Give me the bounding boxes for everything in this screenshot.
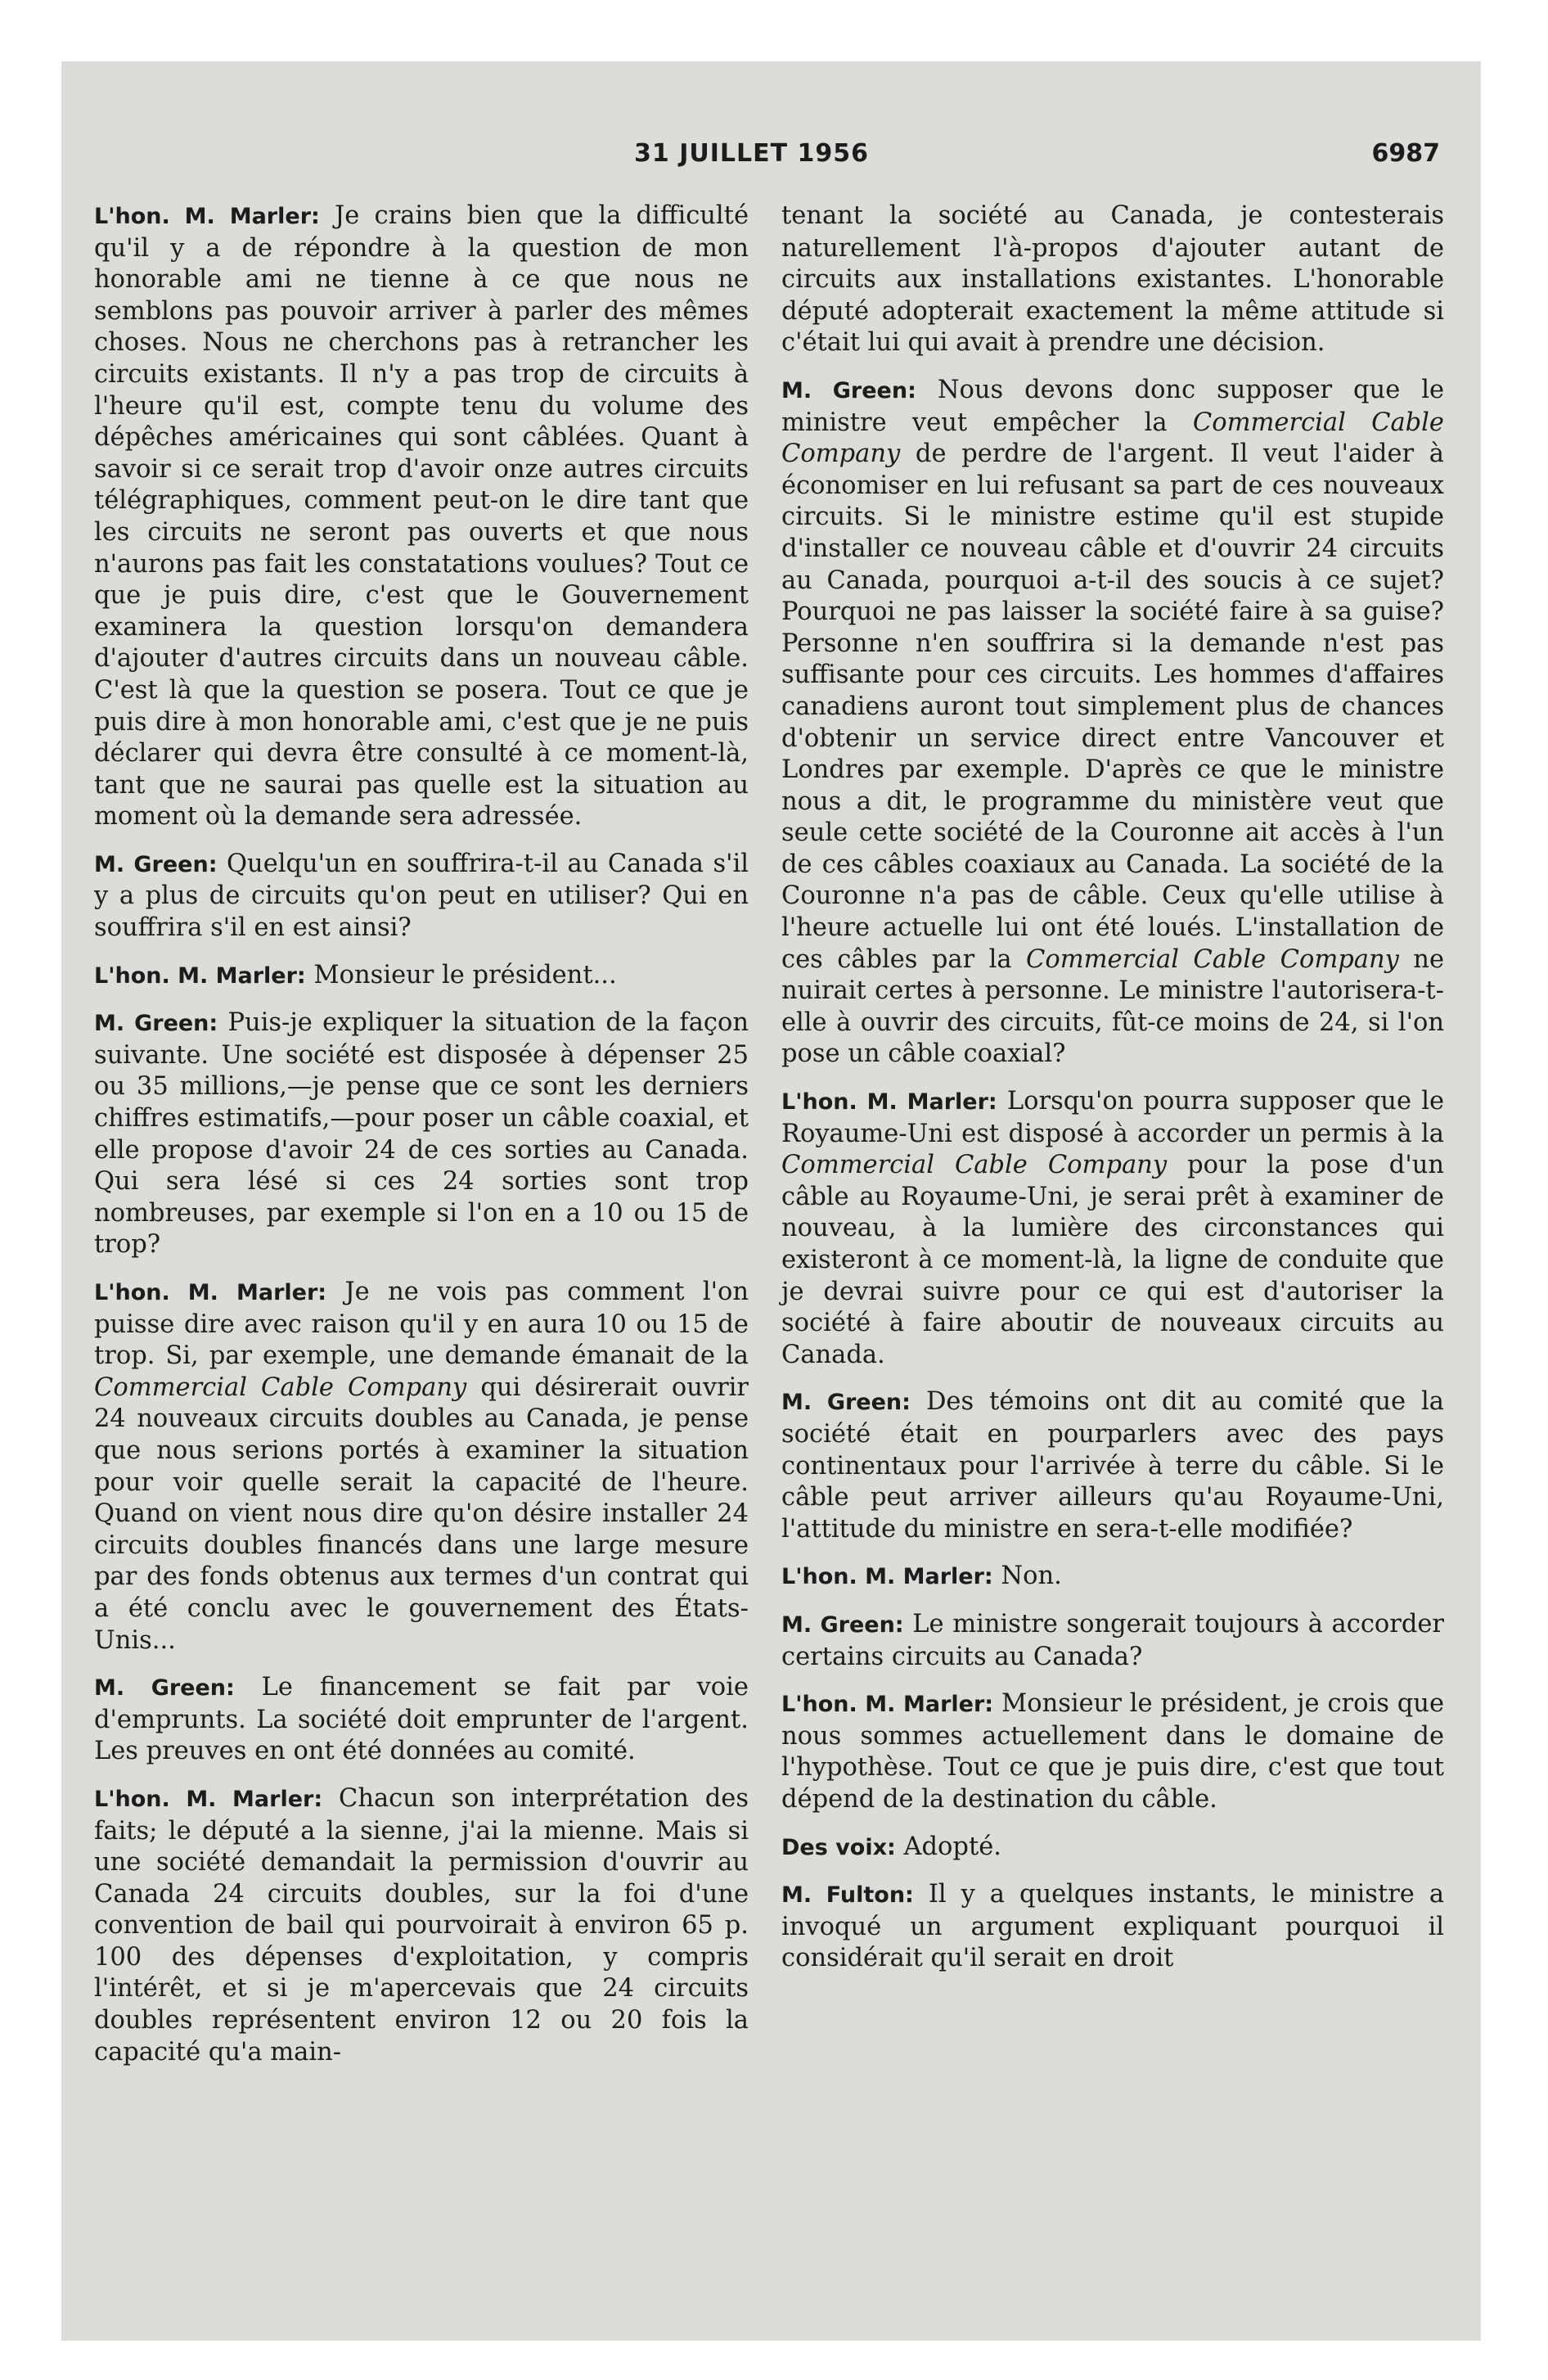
paragraph-text: Chacun son interprétation des faits; le député a la sienne, j'ai la mienne. Mais si une société demandait la permission d'ouvrir au Canada 24 circuits doubles, sur la foi d'une convention de bail qui pourvoirait à environ 65 p. 100 des dépenses d'exploitation, y compris l'intérêt, et si je m'apercevais que 24 circuits doubles représentent environ 12 ou 20 fois la capacité qu'a main- xyxy=(94,1783,749,2067)
paragraph xyxy=(94,1277,749,1657)
speaker-name: L'hon. M. Marler: xyxy=(94,962,306,989)
paragraph-italic: Commercial Cable Company xyxy=(781,1151,1168,1180)
speaker-name: L'hon. M. Marler: xyxy=(94,1786,323,1812)
paragraph-text: ne nuirait certes à personne. Le ministre l'autorisera-t-elle à ouvrir des circuits, fût-ce moins de 24, si l'on pose un câble coaxial? xyxy=(781,944,1445,1069)
paragraph-text: Je ne vois pas comment l'on puisse dire avec raison qu'il y en aura 10 ou 15 de trop. Si, par exemple, une demande émanait de la xyxy=(94,1278,749,1371)
paragraph xyxy=(781,1688,1444,1815)
paragraph-text: Des témoins ont dit au comité que la société était en pourparlers avec des pays continentaux pour l'arrivée à terre du câble. Si le câble peut arriver ailleurs qu'au Royaume-Uni, l'attitude du ministre en sera-t-elle modifiée? xyxy=(781,1387,1444,1544)
paragraph-text: Le ministre songerait toujours à accorder certains circuits au Canada? xyxy=(781,1609,1444,1671)
paragraph-text: Adopté. xyxy=(895,1832,1001,1861)
paragraph xyxy=(781,1879,1444,1975)
left-column xyxy=(94,201,749,2084)
page-header xyxy=(61,139,1481,188)
paragraph xyxy=(781,1609,1444,1673)
paragraph-italic: Commercial Cable Company xyxy=(1026,944,1399,974)
paragraph-text: Je crains bien que la difficulté qu'il y a de répondre à la question de mon honorable ami ne tienne à ce que nous ne semblons pas pouvoir arriver à parler des mêmes choses. Nous ne cherchons pas à retrancher les circuits existants. Il n'y a pas trop de circuits à l'heure qu'il est, compte tenu du volume des dépêches américaines qui sont câblées. Quant à savoir si ce serait trop d'avoir onze autres circuits télégraphiques, comment peut-on le dire tant que les circuits ne seront pas ouverts et que nous n'aurons pas fait les constatations voulues? Tout ce que je puis dire, c'est que le Gouvernement examinera la question lorsqu'on demandera d'ajouter d'autres circuits dans un nouveau câble. C'est là que la question se posera. Tout ce que je puis dire à mon honorable ami, c'est que je ne puis déclarer qui devra être consulté à ce moment-là, tant que ne saurai pas quelle est la situation au moment où la demande sera adressée. xyxy=(94,201,749,832)
speaker-name: L'hon. M. Marler: xyxy=(94,204,320,229)
paragraph xyxy=(94,1672,749,1768)
speaker-name: M. Green: xyxy=(94,1011,218,1037)
speaker-name: Des voix: xyxy=(781,1834,896,1860)
right-column xyxy=(781,201,1444,1990)
speaker-name: M. Green: xyxy=(94,851,218,877)
paragraph-text: de perdre de l'argent. Il veut l'aider à économiser en lui refusant sa part de ces nouveaux circuits. Si le ministre estime qu'il est stupide d'installer ce nouveau câble et d'ouvrir 24 circuits au Canada, pourquoi a-t-il des soucis à ce sujet? Pourquoi ne pas laisser la société faire à sa guise? Personne n'en souffrira si la demande n'est pas suffisante pour ces circuits. Les hommes d'affaires canadiens auront tout simplement plus de chances d'obtenir un service direct entre Vancouver et Londres par exemple. D'après ce que le ministre nous a dit, le programme du ministère veut que seule cette société de la Couronne ait accès à l'un de ces câbles coaxiaux au Canada. La société de la Couronne n'a pas de câble. Ceux qu'elle utilise à l'heure actuelle lui ont été loués. L'installation de ces câbles par la xyxy=(781,439,1444,974)
speaker-name: M. Green: xyxy=(781,1390,911,1416)
paragraph-text: pour la pose d'un câble au Royaume-Uni, je serai prêt à examiner de nouveau, à la lumière des circonstances qui existeront à ce moment-là, la ligne de conduite que je devrai suivre pour ce qui est d'autoriser la société à faire aboutir de nouveaux circuits au Canada. xyxy=(781,1151,1444,1369)
speaker-name: M. Green: xyxy=(781,1611,904,1638)
scanned-page xyxy=(61,61,1481,2341)
paragraph-text: Il y a quelques instants, le ministre a invoqué un argument expliquant pourquoi il considérait qu'il serait en droit xyxy=(781,1880,1444,1973)
speaker-name: M. Green: xyxy=(781,377,916,403)
paragraph-text: tenant la société au Canada, je contesterais naturellement l'à-propos d'ajouter autant de circuits aux installations existantes. L'honorable député adopterait exactement la même attitude si c'était lui qui avait à prendre une décision. xyxy=(781,201,1444,358)
paragraph-italic: Commercial Cable Company xyxy=(94,1373,467,1402)
speaker-name: L'hon. M. Marler: xyxy=(781,1089,997,1116)
paragraph xyxy=(781,201,1444,359)
paragraph-text: Lorsqu'on pourra supposer que le Royaume-Uni est disposé à accorder un permis à la xyxy=(781,1087,1444,1148)
paragraph xyxy=(781,375,1444,1071)
paragraph-text: Monsieur le président... xyxy=(305,960,617,989)
page-number: 6987 xyxy=(1371,139,1440,168)
speaker-name: L'hon. M. Marler: xyxy=(94,1280,327,1305)
paragraph-text: Non. xyxy=(992,1562,1062,1591)
page-date: 31 JUILLET 1956 xyxy=(634,139,870,168)
paragraph xyxy=(94,1783,749,2068)
paragraph-italic: Commercial Cable Company xyxy=(781,408,1444,469)
paragraph-text: Le financement se fait par voie d'emprunts. La société doit emprunter de l'argent. Les preuves en ont été données au comité. xyxy=(94,1673,749,1766)
paragraph-text: Quelqu'un en souffrira-t-il au Canada s'il y a plus de circuits qu'on peut en utiliser? Qui en souffrira s'il en est ainsi? xyxy=(94,849,749,943)
paragraph-text: Puis-je expliquer la situation de la façon suivante. Une société est disposée à dépenser 25 ou 35 millions,—je pense que ce sont les derniers chiffres estimatifs,—pour poser un câble coaxial, et elle propose d'avoir 24 de ces sorties au Canada. Qui sera lésé si ces 24 sorties sont trop nombreuses, par exemple si l'on en a 10 ou 15 de trop? xyxy=(94,1008,749,1260)
speaker-name: L'hon. M. Marler: xyxy=(781,1564,993,1590)
paragraph xyxy=(94,1007,749,1261)
speaker-name: L'hon. M. Marler: xyxy=(781,1692,994,1718)
paragraph-text: Monsieur le président, je crois que nous sommes actuellement dans le domaine de l'hypothèse. Tout ce que je puis dire, c'est que tout dépend de la destination du câble. xyxy=(781,1689,1444,1814)
paragraph xyxy=(94,849,749,944)
paragraph xyxy=(94,201,749,833)
paragraph-text: qui désirerait ouvrir 24 nouveaux circuits doubles au Canada, je pense que nous serions portés à examiner la situation pour voir quelle serait la capacité de l'heure. Quand on vient nous dire qu'on désire installer 24 circuits doubles financés dans une large mesure par des fonds obtenus aux termes d'un contrat qui a été conclu avec le gouvernement des États-Unis... xyxy=(94,1373,749,1655)
paragraph xyxy=(94,960,749,993)
speaker-name: M. Fulton: xyxy=(781,1882,914,1909)
paragraph xyxy=(781,1561,1444,1593)
paragraph xyxy=(781,1086,1444,1371)
paragraph xyxy=(781,1386,1444,1545)
speaker-name: M. Green: xyxy=(94,1675,235,1702)
paragraph-text: Nous devons donc supposer que le ministre veut empêcher la xyxy=(781,375,1444,437)
paragraph xyxy=(781,1832,1444,1864)
